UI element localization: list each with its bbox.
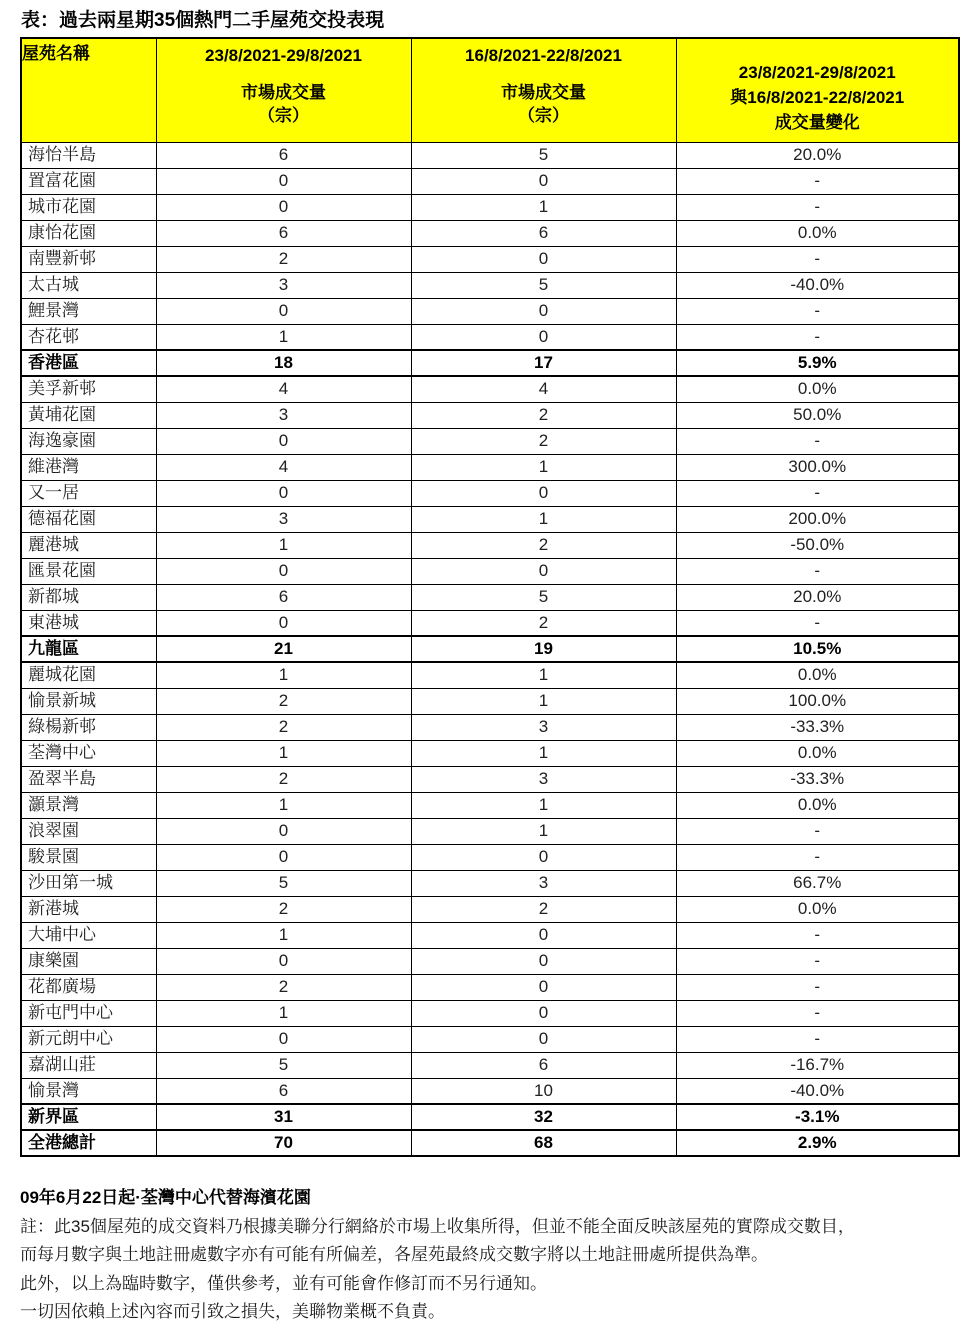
week2-volume-cell: 0 [411,844,676,870]
table-row [21,662,959,688]
week2-volume-cell: 5 [411,584,676,610]
week2-volume-cell: 0 [411,1026,676,1052]
table-row [21,506,959,532]
week2-volume-cell: 17 [411,350,676,376]
table-row [21,844,959,870]
estate-name-cell: 麗港城 [21,532,156,558]
week1-volume-cell: 70 [156,1130,411,1156]
volume-change-cell: 20.0% [676,142,959,168]
estate-name-cell: 新元朗中心 [21,1026,156,1052]
table-row [21,246,959,272]
week2-volume-cell: 0 [411,1000,676,1026]
week1-volume-cell: 6 [156,584,411,610]
estate-name-cell: 美孚新邨 [21,376,156,402]
estate-name-cell: 駿景園 [21,844,156,870]
week2-volume-cell: 2 [411,532,676,558]
volume-change-cell: - [676,246,959,272]
table-row [21,584,959,610]
column-header-week1-volume [156,38,411,142]
footnote-disclaimer-1: 註：此35個屋苑的成交資料乃根據美聯分行網絡於市場上收集所得，但並不能全面反映該屋苑的實際成交數目， [20,1216,855,1236]
week1-volume-cell: 2 [156,896,411,922]
week2-volume-cell: 0 [411,246,676,272]
estate-name-cell: 全港總計 [21,1130,156,1156]
footnote-replacement-note: 09年6月22日起·荃灣中心代替海濱花園 [20,1188,311,1207]
estate-name-cell: 新港城 [21,896,156,922]
week1-volume-cell: 0 [156,948,411,974]
volume-change-cell: - [676,974,959,1000]
week1-volume-cell: 1 [156,532,411,558]
volume-change-cell: 0.0% [676,376,959,402]
estate-name-cell: 黃埔花園 [21,402,156,428]
week1-volume-cell: 0 [156,480,411,506]
week1-volume-cell: 1 [156,1000,411,1026]
week1-volume-cell: 6 [156,1078,411,1104]
estate-name-cell: 愉景灣 [21,1078,156,1104]
estate-name-cell: 海怡半島 [21,142,156,168]
volume-change-cell: - [676,480,959,506]
week1-volume-cell: 6 [156,142,411,168]
table-row [21,532,959,558]
estate-name-cell: 綠楊新邨 [21,714,156,740]
week1-volume-cell: 0 [156,610,411,636]
week1-volume-cell: 2 [156,688,411,714]
volume-change-cell: 200.0% [676,506,959,532]
week1-volume-cell: 0 [156,168,411,194]
volume-change-cell: 300.0% [676,454,959,480]
week2-volume-cell: 6 [411,220,676,246]
estate-name-cell: 杏花邨 [21,324,156,350]
table-row [21,610,959,636]
volume-change-cell: -16.7% [676,1052,959,1078]
week1-volume-cell: 2 [156,246,411,272]
estate-name-cell: 灝景灣 [21,792,156,818]
week1-unit-label: （宗） [258,106,309,125]
volume-change-cell: - [676,428,959,454]
column-header-week2-volume [411,38,676,142]
estate-name-cell: 太古城 [21,272,156,298]
volume-change-cell: -40.0% [676,272,959,298]
transactions-table [20,37,960,1157]
estate-name-cell: 新界區 [21,1104,156,1130]
volume-change-cell: - [676,610,959,636]
table-row [21,324,959,350]
week1-volume-cell: 5 [156,870,411,896]
volume-change-cell: - [676,558,959,584]
week2-unit-label: （宗） [518,106,569,125]
week1-volume-cell: 0 [156,844,411,870]
volume-change-cell: - [676,1000,959,1026]
volume-change-cell: -33.3% [676,714,959,740]
table-row [21,948,959,974]
table-body [21,142,959,1156]
week2-volume-cell: 5 [411,142,676,168]
week2-metric-label: 市場成交量 [501,83,586,102]
table-row [21,740,959,766]
week2-volume-cell: 1 [411,792,676,818]
week2-volume-cell: 32 [411,1104,676,1130]
estate-name-cell: 沙田第一城 [21,870,156,896]
week1-volume-cell: 0 [156,428,411,454]
table-row [21,1026,959,1052]
table-row [21,792,959,818]
week2-volume-cell: 0 [411,974,676,1000]
week2-volume-cell: 10 [411,1078,676,1104]
week1-volume-cell: 21 [156,636,411,662]
table-row [21,896,959,922]
volume-change-cell: - [676,194,959,220]
table-row [21,402,959,428]
footnote-disclaimer-4: 一切因依賴上述內容而引致之損失，美聯物業概不負責。 [20,1302,445,1321]
table-row [21,1104,959,1130]
volume-change-cell: -33.3% [676,766,959,792]
estate-name-cell: 康樂園 [21,948,156,974]
table-row [21,922,959,948]
footnote-disclaimer-2: 而每月數字與土地註冊處數字亦有可能有所偏差，各屋苑最終成交數字將以土地註冊處所提供為準。 [20,1245,768,1264]
volume-change-cell: -3.1% [676,1104,959,1130]
estate-name-cell: 荃灣中心 [21,740,156,766]
week2-volume-cell: 1 [411,818,676,844]
estate-name-cell: 置富花園 [21,168,156,194]
table-row [21,376,959,402]
table-row [21,766,959,792]
volume-change-cell: - [676,818,959,844]
week2-volume-cell: 3 [411,714,676,740]
week2-volume-cell: 0 [411,168,676,194]
week2-volume-cell: 3 [411,870,676,896]
page-title: 表：過去兩星期35個熱門二手屋苑交投表現 [21,10,385,31]
week1-volume-cell: 1 [156,792,411,818]
table-row [21,636,959,662]
table-row [21,220,959,246]
week1-volume-cell: 2 [156,714,411,740]
estate-name-cell: 麗城花園 [21,662,156,688]
volume-change-cell: 2.9% [676,1130,959,1156]
table-row [21,870,959,896]
volume-change-cell: - [676,1026,959,1052]
week1-volume-cell: 0 [156,1026,411,1052]
estate-name-cell: 大埔中心 [21,922,156,948]
estate-name-cell: 匯景花園 [21,558,156,584]
week1-volume-cell: 1 [156,740,411,766]
week2-volume-cell: 2 [411,428,676,454]
estate-name-cell: 維港灣 [21,454,156,480]
week1-volume-cell: 1 [156,324,411,350]
estate-header-label: 屋苑名稱 [22,44,90,63]
week2-volume-cell: 1 [411,194,676,220]
volume-change-cell: 10.5% [676,636,959,662]
week1-volume-cell: 5 [156,1052,411,1078]
week1-volume-cell: 31 [156,1104,411,1130]
table-row [21,714,959,740]
week2-volume-cell: 2 [411,610,676,636]
volume-change-cell: - [676,168,959,194]
volume-change-cell: 100.0% [676,688,959,714]
volume-change-cell: -50.0% [676,532,959,558]
week2-volume-cell: 2 [411,402,676,428]
estate-name-cell: 鯉景灣 [21,298,156,324]
volume-change-cell: -40.0% [676,1078,959,1104]
estate-name-cell: 新屯門中心 [21,1000,156,1026]
week2-volume-cell: 1 [411,740,676,766]
week1-volume-cell: 0 [156,558,411,584]
volume-change-cell: 50.0% [676,402,959,428]
table-row [21,142,959,168]
week1-volume-cell: 3 [156,506,411,532]
table-row [21,350,959,376]
week2-volume-cell: 1 [411,662,676,688]
volume-change-cell: 0.0% [676,740,959,766]
week1-volume-cell: 18 [156,350,411,376]
table-row [21,272,959,298]
table-row [21,1052,959,1078]
estate-name-cell: 浪翠園 [21,818,156,844]
change-header-line2: 與16/8/2021-22/8/2021 [730,87,905,107]
week1-volume-cell: 2 [156,974,411,1000]
table-row [21,428,959,454]
week2-volume-cell: 68 [411,1130,676,1156]
table-row [21,1000,959,1026]
table-row [21,298,959,324]
week1-volume-cell: 0 [156,194,411,220]
table-row [21,480,959,506]
table-row [21,1130,959,1156]
footnotes [20,1184,958,1327]
table-row [21,974,959,1000]
volume-change-cell: - [676,298,959,324]
column-header-volume-change [676,38,959,142]
week2-volume-cell: 1 [411,506,676,532]
week2-volume-cell: 0 [411,480,676,506]
table-header [21,38,959,142]
volume-change-cell: - [676,922,959,948]
volume-change-cell: - [676,844,959,870]
estate-name-cell: 南豐新邨 [21,246,156,272]
week2-volume-cell: 1 [411,454,676,480]
week1-volume-cell: 4 [156,376,411,402]
week2-volume-cell: 6 [411,1052,676,1078]
week2-period-label: 16/8/2021-22/8/2021 [465,46,622,65]
table-row [21,688,959,714]
header-row [21,38,959,142]
week2-volume-cell: 1 [411,688,676,714]
week1-metric-label: 市場成交量 [241,83,326,102]
week2-volume-cell: 0 [411,948,676,974]
change-header-line1: 23/8/2021-29/8/2021 [738,62,896,82]
week1-volume-cell: 3 [156,272,411,298]
estate-name-cell: 海逸豪園 [21,428,156,454]
change-header-line3: 成交量變化 [774,112,860,132]
volume-change-cell: 0.0% [676,662,959,688]
week2-volume-cell: 2 [411,896,676,922]
week2-volume-cell: 3 [411,766,676,792]
volume-change-cell: - [676,948,959,974]
estate-name-cell: 德福花園 [21,506,156,532]
volume-change-cell: 20.0% [676,584,959,610]
table-row [21,558,959,584]
estate-name-cell: 又一居 [21,480,156,506]
estate-name-cell: 香港區 [21,350,156,376]
week2-volume-cell: 19 [411,636,676,662]
change-header-lines [677,46,959,135]
estate-name-cell: 城市花園 [21,194,156,220]
week1-volume-cell: 6 [156,220,411,246]
estate-name-cell: 九龍區 [21,636,156,662]
week2-volume-cell: 5 [411,272,676,298]
table-row [21,194,959,220]
estate-name-cell: 新都城 [21,584,156,610]
week2-volume-cell: 4 [411,376,676,402]
estate-name-cell: 東港城 [21,610,156,636]
volume-change-cell: 66.7% [676,870,959,896]
week1-volume-cell: 3 [156,402,411,428]
volume-change-cell: 5.9% [676,350,959,376]
table-row [21,818,959,844]
estate-name-cell: 花都廣場 [21,974,156,1000]
week1-period-label: 23/8/2021-29/8/2021 [205,46,362,65]
week1-volume-cell: 1 [156,922,411,948]
estate-name-cell: 愉景新城 [21,688,156,714]
week2-volume-cell: 0 [411,558,676,584]
week2-volume-cell: 0 [411,324,676,350]
week1-volume-cell: 2 [156,766,411,792]
week1-volume-cell: 4 [156,454,411,480]
table-row [21,168,959,194]
volume-change-cell: 0.0% [676,220,959,246]
table-row [21,1078,959,1104]
volume-change-cell: 0.0% [676,896,959,922]
week1-volume-cell: 0 [156,298,411,324]
week2-volume-cell: 0 [411,298,676,324]
volume-change-cell: 0.0% [676,792,959,818]
week1-volume-cell: 1 [156,662,411,688]
estate-name-cell: 康怡花園 [21,220,156,246]
volume-change-cell: - [676,324,959,350]
week2-volume-cell: 0 [411,922,676,948]
estate-name-cell: 嘉湖山莊 [21,1052,156,1078]
table-row [21,454,959,480]
column-header-estate-name [21,38,156,142]
week1-volume-cell: 0 [156,818,411,844]
estate-name-cell: 盈翠半島 [21,766,156,792]
footnote-disclaimer-3: 此外，以上為臨時數字，僅供參考，並有可能會作修訂而不另行通知。 [20,1273,547,1293]
